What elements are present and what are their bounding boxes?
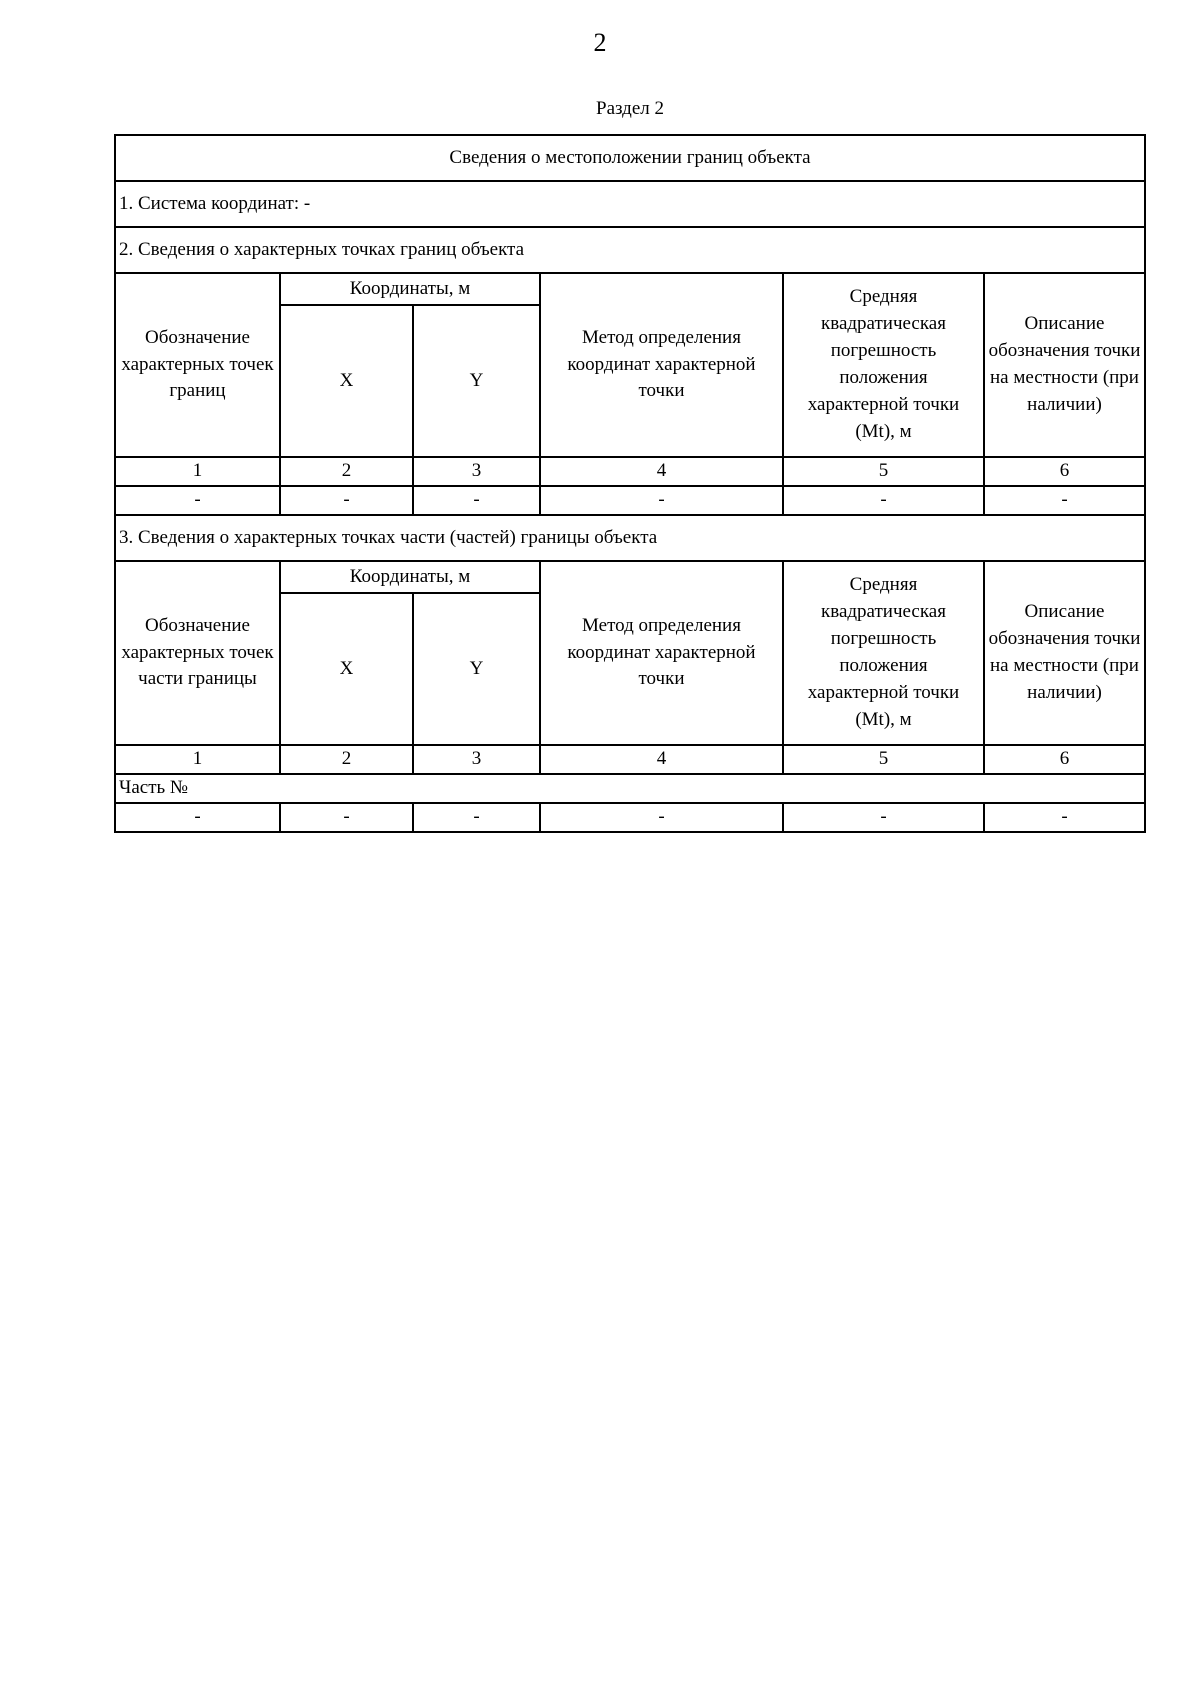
column-number-row (115, 745, 1145, 774)
column-number: 5 (783, 745, 984, 774)
column-number: 2 (280, 745, 413, 774)
table-cell: - (984, 803, 1145, 832)
col-header-error: Средняя квадратическая погрешность положения характерной точки (Mt), м (783, 273, 984, 457)
col-header-designation: Обозначение характерных точек границ (115, 273, 280, 457)
table-row (115, 486, 1145, 515)
column-number: 2 (280, 457, 413, 486)
column-number: 1 (115, 745, 280, 774)
col-header-description: Описание обозначения точки на местности (при наличии) (984, 561, 1145, 745)
table-cell: - (413, 803, 540, 832)
column-number: 5 (783, 457, 984, 486)
table-cell: - (783, 486, 984, 515)
coordinate-system-row: 1. Система координат: - (115, 181, 1145, 227)
column-number: 3 (413, 745, 540, 774)
col-header-x: X (280, 305, 413, 457)
column-number: 4 (540, 457, 783, 486)
col-header-x: X (280, 593, 413, 745)
column-number-row (115, 457, 1145, 486)
table-cell: - (280, 486, 413, 515)
table-cell: - (413, 486, 540, 515)
col-header-method: Метод определения координат характерной точки (540, 561, 783, 745)
col-header-designation: Обозначение характерных точек части границы (115, 561, 280, 745)
col-header-error: Средняя квадратическая погрешность положения характерной точки (Mt), м (783, 561, 984, 745)
page-number: 2 (593, 28, 607, 57)
part-number-label: Часть № (115, 774, 1145, 803)
section-title: Раздел 2 (596, 98, 664, 119)
table-cell: - (540, 486, 783, 515)
column-number: 1 (115, 457, 280, 486)
boundary-points-heading: 2. Сведения о характерных точках границ объекта (115, 227, 1145, 273)
col-header-coordinates: Координаты, м (280, 273, 540, 305)
col-header-description: Описание обозначения точки на местности (при наличии) (984, 273, 1145, 457)
part-points-heading: 3. Сведения о характерных точках части (частей) границы объекта (115, 515, 1145, 561)
table-cell: - (984, 486, 1145, 515)
column-number: 3 (413, 457, 540, 486)
table-row (115, 803, 1145, 832)
col-header-method: Метод определения координат характерной точки (540, 273, 783, 457)
table-cell: - (783, 803, 984, 832)
table-cell: - (540, 803, 783, 832)
col-header-coordinates: Координаты, м (280, 561, 540, 593)
col-header-y: Y (413, 305, 540, 457)
column-number: 4 (540, 745, 783, 774)
table-cell: - (280, 803, 413, 832)
table-cell: - (115, 803, 280, 832)
col-header-y: Y (413, 593, 540, 745)
boundary-info-table (114, 134, 1146, 833)
column-number: 6 (984, 745, 1145, 774)
table-cell: - (115, 486, 280, 515)
table-title: Сведения о местоположении границ объекта (115, 135, 1145, 181)
column-number: 6 (984, 457, 1145, 486)
